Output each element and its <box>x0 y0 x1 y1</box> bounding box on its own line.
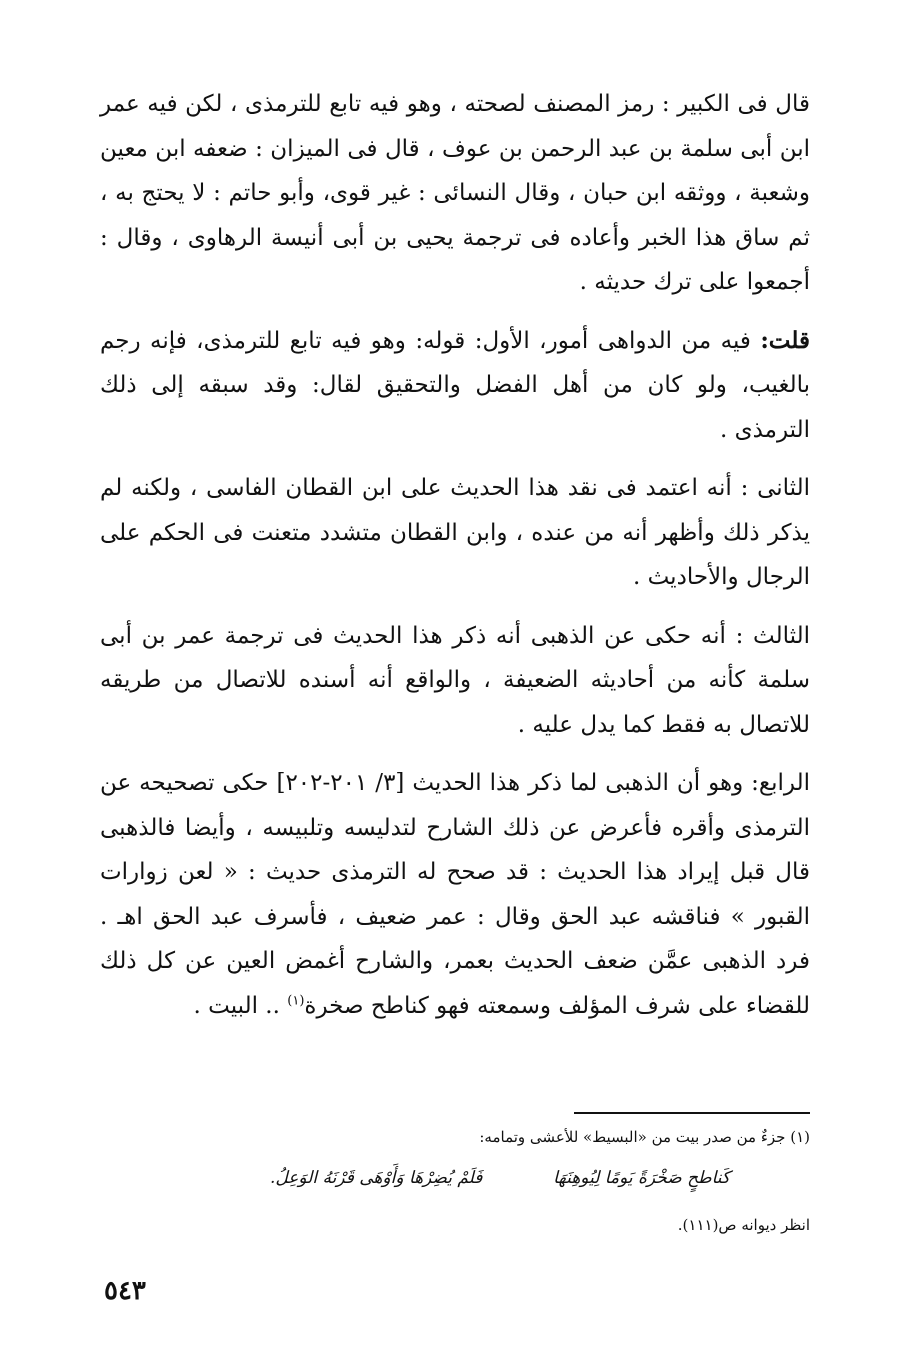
footnote-divider <box>574 1112 810 1114</box>
footnote-source: انظر ديوانه ص(١١١). <box>677 1216 810 1234</box>
verse-first-hemistich: كَناطحٍ صَخْرَةً يَومًا لِيُوهِنَهَا <box>553 1168 730 1188</box>
footnote-verse <box>270 1168 730 1188</box>
verse-second-hemistich: فَلَمْ يُضِرْهَا وَأَوْهَى قَرْنَهُ الوَعِلُ. <box>270 1168 483 1188</box>
paragraph-lead: قلت: <box>760 326 810 354</box>
paragraph-1 <box>100 82 810 305</box>
paragraph-text: الرابع: وهو أن الذهبى لما ذكر هذا الحديث [٣/ ٢٠١-٢٠٢] حكى تصحيحه عن الترمذى وأقره فأعرض عن ذلك الشارح لتدليسه وتلبيسه ، وأيضا فالذهبى قال قبل إيراد هذا الحديث : قد صحح له الترمذى حديث : « لعن زوارات القبور » فناقشه عبد الحق وقال : عمر ضعيف ، فأسرف عبد الحق اهـ . فرد الذهبى عمَّن ضعف الحديث بعمر، والشارح أغمض العين عن كل ذلك للقضاء على شرف المؤلف وسمعته فهو كناطح صخرة <box>100 770 811 1019</box>
paragraph-text: فيه من الدواهى أمور، الأول: قوله: وهو فيه تابع للترمذى، فإنه رجم بالغيب، ولو كان من أهل الفضل والتحقيق لقال: وقد سبقه إلى ذلك الترمذى . <box>100 327 810 443</box>
footnote-line: (١) جزءٌ من صدر بيت من «البسيط» للأعشى وتمامه: <box>479 1128 810 1146</box>
paragraph-text: الثالث : أنه حكى عن الذهبى أنه ذكر هذا الحديث فى ترجمة عمر بن أبى سلمة كأنه من أحاديثه الضعيفة ، والواقع أنه أسنده للاتصال من طريقه للاتصال به فقط كما يدل عليه . <box>100 622 810 738</box>
paragraph-3 <box>100 466 810 600</box>
main-text <box>100 82 810 1028</box>
paragraph-text: الثانى : أنه اعتمد فى نقد هذا الحديث على ابن القطان الفاسى ، ولكنه لم يذكر ذلك وأظهر أنه من عنده ، وابن القطان متشدد متعنت فى الحكم على الرجال والأحاديث . <box>100 475 810 590</box>
footnote-reference[interactable]: (١) <box>287 992 305 1008</box>
paragraph-4 <box>100 614 810 748</box>
paragraph-text: قال فى الكبير : رمز المصنف لصحته ، وهو فيه تابع للترمذى ، لكن فيه عمر ابن أبى سلمة بن عبد الرحمن بن عوف ، قال فى الميزان : ضعفه ابن معين وشعبة ، ووثقه ابن حبان ، وقال النسائى : غير قوى، وأبو حاتم : لا يحتج به ، ثم ساق هذا الخبر وأعاده فى ترجمة يحيى بن أبى أنيسة الرهاوى ، وقال : أجمعوا على ترك حديثه . <box>100 91 810 295</box>
paragraph-2 <box>100 319 810 453</box>
page-number: ٥٤٣ <box>104 1276 146 1306</box>
paragraph-5 <box>100 761 810 1028</box>
paragraph-tail: .. البيت . <box>193 992 288 1019</box>
